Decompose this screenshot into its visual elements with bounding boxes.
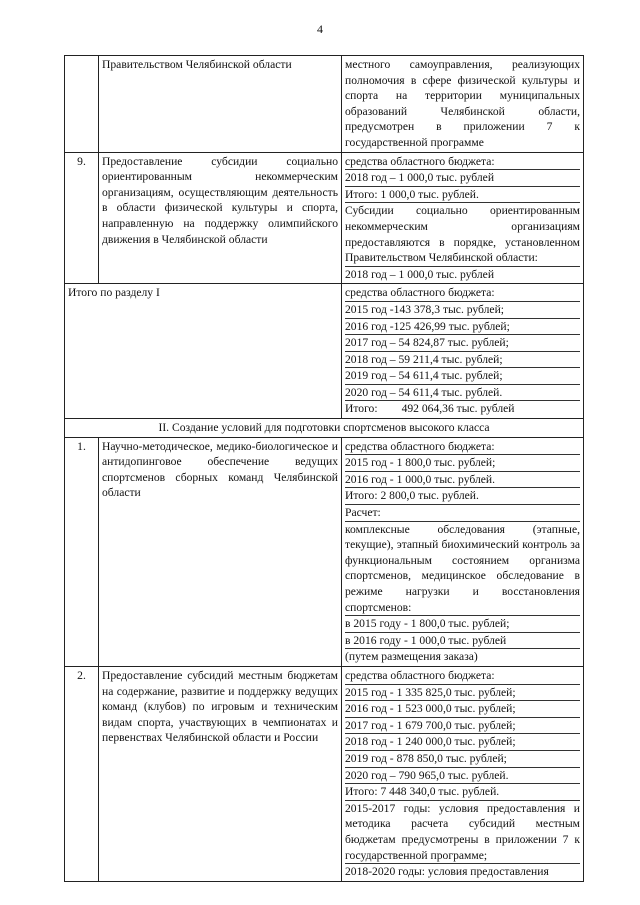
financing-line: 2018 год – 1 000,0 тыс. рублей <box>345 170 580 187</box>
financing-line: Итого: 1 000,0 тыс. рублей. <box>345 187 580 204</box>
table-row-1 <box>65 437 584 666</box>
program-measures-table <box>64 55 584 882</box>
financing-note: Субсидии социально ориентированным некоммерческим организациям предоставляются в порядке, установленном Правительством Челябинской области: <box>345 203 580 266</box>
row-number-cell: 1. <box>65 437 99 666</box>
financing-line: в 2016 году - 1 000,0 тыс. рублей <box>345 633 580 650</box>
section-heading: II. Создание условий для подготовки спортсменов высокого класса <box>65 419 584 438</box>
measure-cell: Научно-методическое, медико-биологическое и антидопинговое обеспечение ведущих спортсменов сборных команд Челябинской области <box>99 437 342 666</box>
financing-line: Расчет: <box>345 505 580 522</box>
financing-line: средства областного бюджета: <box>345 668 580 685</box>
row-number-cell: 9. <box>65 152 99 284</box>
financing-line: 2018-2020 годы: условия предоставления <box>345 865 549 879</box>
financing-line: средства областного бюджета: <box>345 285 580 302</box>
financing-line: средства областного бюджета: <box>345 154 580 171</box>
financing-line: 2019 год - 878 850,0 тыс. рублей; <box>345 751 580 768</box>
table-row-section-heading <box>65 419 584 438</box>
page-number: 4 <box>317 22 323 36</box>
financing-line: средства областного бюджета: <box>345 439 580 456</box>
financing-cell <box>342 152 584 284</box>
financing-total-line <box>345 401 580 417</box>
table-row-9 <box>65 152 584 284</box>
financing-line: 2020 год – 790 965,0 тыс. рублей. <box>345 768 580 785</box>
financing-line: 2017 год – 54 824,87 тыс. рублей; <box>345 335 580 352</box>
financing-line: 2018 год – 59 211,4 тыс. рублей; <box>345 352 580 369</box>
financing-line: 2018 год - 1 240 000,0 тыс. рублей; <box>345 734 580 751</box>
financing-cell <box>342 666 584 881</box>
section-total-label: Итого по разделу I <box>65 284 342 419</box>
financing-line: Итого: 7 448 340,0 тыс. рублей. <box>345 784 580 801</box>
financing-line: 2015 год - 1 800,0 тыс. рублей; <box>345 455 580 472</box>
total-value: 492 064,36 тыс. рублей <box>401 402 515 416</box>
financing-line: в 2015 году - 1 800,0 тыс. рублей; <box>345 616 580 633</box>
table-row-continuation <box>65 56 584 153</box>
calculation-text: комплексные обследования (этапные, текущие), этапный биохимический контроль за функциональным состоянием организма спортсменов, медицинское обследование в режиме нагрузки и восстановления спортсменов: <box>345 522 580 617</box>
table-row-section-total <box>65 284 584 419</box>
measure-cell: Правительством Челябинской области <box>99 56 342 153</box>
financing-line: 2019 год – 54 611,4 тыс. рублей; <box>345 368 580 385</box>
row-number-cell: 2. <box>65 666 99 881</box>
financing-line: 2015 год - 1 335 825,0 тыс. рублей; <box>345 685 580 702</box>
table-row-2 <box>65 666 584 881</box>
financing-cell <box>342 437 584 666</box>
total-label: Итого: <box>345 402 378 416</box>
financing-cell: местного самоуправления, реализующих полномочия в сфере физической культуры и спорта на территории муниципальных образований Челябинской области, предусмотрен в приложении 7 к государственной программе <box>342 56 584 153</box>
financing-line: (путем размещения заказа) <box>345 650 478 664</box>
measure-cell: Предоставление субсидий местным бюджетам на содержание, развитие и поддержку ведущих команд (клубов) по игровым и техническим видам спорта, участвующих в чемпионатах и первенствах Челябинской области и России <box>99 666 342 881</box>
financing-line: 2015 год -143 378,3 тыс. рублей; <box>345 302 580 319</box>
financing-line: 2018 год – 1 000,0 тыс. рублей <box>345 267 495 281</box>
financing-line: 2016 год - 1 000,0 тыс. рублей. <box>345 472 580 489</box>
financing-line: 2017 год - 1 679 700,0 тыс. рублей; <box>345 718 580 735</box>
financing-note: 2015-2017 годы: условия предоставления и методика расчета субсидий местным бюджетам предусмотрены в приложении 7 к государственной программе; <box>345 801 580 864</box>
financing-line: 2016 год - 1 523 000,0 тыс. рублей; <box>345 701 580 718</box>
measure-cell: Предоставление субсидии социально ориентированным некоммерческим организациям, осуществляющим деятельность в области физической культуры и спорта, направленную на поддержку олимпийского движения в Челябинской области <box>99 152 342 284</box>
financing-cell <box>342 284 584 419</box>
financing-line: 2016 год -125 426,99 тыс. рублей; <box>345 319 580 336</box>
row-number-cell <box>65 56 99 153</box>
financing-line: 2020 год – 54 611,4 тыс. рублей. <box>345 385 580 402</box>
financing-line: Итого: 2 800,0 тыс. рублей. <box>345 488 580 505</box>
